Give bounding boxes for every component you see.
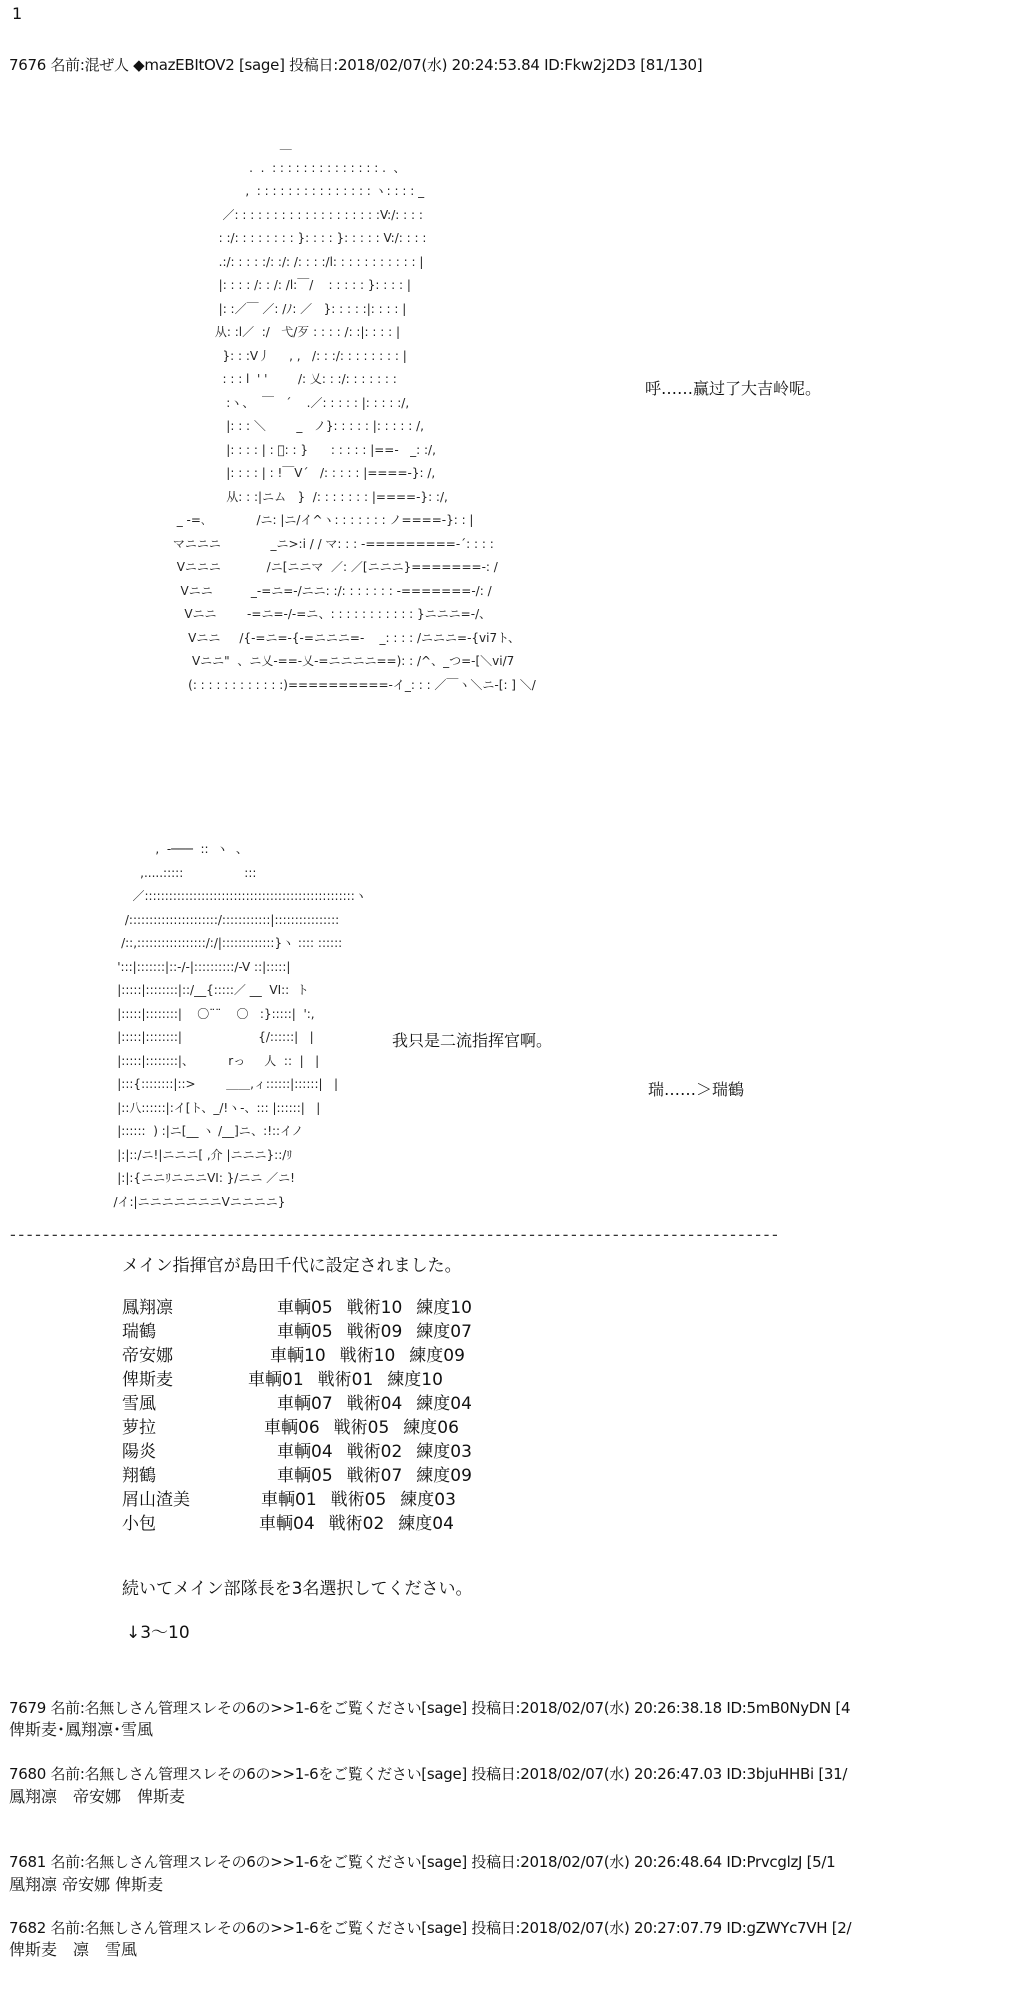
ascii-art-line: ,.....::::: ::: [102,865,257,880]
post-header: 7676 名前:混ぜ人 ◆mazEBItOV2 [sage] 投稿日:2018/02/07(水) 20:24:53.84 ID:Fkw2j2D3 [81/130] [9,56,703,74]
ascii-art-line: .:/: : : : :/: :/: /: : : :/l: : : : : : : : : : : | [150,254,424,269]
dashed-separator: -------------------------------------------------------------------------------------------- [10,1225,781,1244]
roster-tactics: 戦術02 [346,1442,403,1462]
post-header: 7679 名前:名無しさん管理スレその6の>>1-6をご覧ください[sage] 投稿日:2018/02/07(水) 20:26:38.18 ID:5mB0NyDN [4 [9,1699,851,1717]
post-header: 7680 名前:名無しさん管理スレその6の>>1-6をご覧ください[sage] 投稿日:2018/02/07(水) 20:26:47.03 ID:3bjuHHBi [31/ [9,1765,848,1783]
roster-training: 練度03 [400,1490,456,1510]
roster-row [122,1416,472,1440]
roster-tactics: 戦術07 [346,1466,403,1486]
post-header: 7681 名前:名無しさん管理スレその6の>>1-6をご覧ください[sage] 投稿日:2018/02/07(水) 20:26:48.64 ID:PrvcglzJ [5/1 [9,1853,836,1871]
roster-vehicle: 車輌04 [259,1514,315,1534]
roster-name: 帝安娜 [122,1346,173,1366]
ascii-art-line: /::,:::::::::::::::::/:/|:::::::::::::}ヽ :::: :::::: [102,936,343,950]
anchor-range: ↓3～10 [126,1623,190,1643]
roster-training: 練度06 [403,1418,459,1438]
roster-vehicle: 車輌01 [261,1490,317,1510]
ascii-art-line: |:::::|::::::::|::/__{:::::／ __ VI:: ト [102,983,309,997]
ascii-art-line: . . : : : : : : : : : : : : : : . 、 [150,160,406,175]
ascii-art-line: Vニニ -=ニ=-/-=ニ、: : : : : : : : : : : }ニニニ=-/、 [150,607,492,621]
post-body: 凰翔凛 帝安娜 俾斯麦 [9,1875,164,1894]
ascii-art-line: /イ:|ニニニニニニニVニニニニ} [102,1194,286,1209]
ascii-art-line: |::八::::::|:イ[ト、_/!ヽ-、::: |::::::| | [102,1100,321,1115]
ascii-art-line: 从: :l／ :/ 弋/歹 : : : : /: :|: : : : | [150,325,400,339]
ascii-art-line: |:::{::::::::|::> ＿＿,ィ::::::|::::::| | [102,1077,339,1091]
roster-name: 瑞鶴 [122,1322,156,1342]
ascii-art-line: ／::::::::::::::::::::::::::::::::::::::::::::::::::::ヽ [102,889,367,903]
ascii-art-line: ＿ [150,137,292,151]
roster-name: 萝拉 [122,1418,156,1438]
roster-tactics: 戦術10 [339,1346,396,1366]
roster-vehicle: 車輌05 [277,1322,333,1342]
roster-vehicle: 車輌07 [277,1394,333,1414]
roster-row [122,1488,472,1512]
ascii-art-line: : : : l ' ' /: 乂: : :/: : : : : : : [150,372,397,386]
roster-row [122,1296,472,1320]
roster-training: 練度04 [398,1514,454,1534]
roster-row [122,1392,472,1416]
roster-vehicle: 車輌04 [277,1442,333,1462]
roster-tactics: 戦術05 [333,1418,390,1438]
roster-training: 練度09 [416,1466,472,1486]
dialogue-correction: 瑞……＞瑞鶴 [648,1080,745,1099]
ascii-art-line: |:::::|::::::::| {/::::::| | [102,1030,314,1044]
ascii-art-line: |: : : : /: : /: /l:￣/ : : : : : }: : : : | [150,278,411,292]
roster-vehicle: 車輌10 [270,1346,326,1366]
post-header: 7682 名前:名無しさん管理スレその6の>>1-6をご覧ください[sage] 投稿日:2018/02/07(水) 20:27:07.79 ID:gZWYc7VH [2/ [9,1919,852,1937]
ascii-art-line: : :/: : : : : : : : }: : : : }: : : : : V:/: : : : [150,231,427,245]
ascii-art-line: |:::::|::::::::| 〇¨¨ 〇 :}:::::| ':, [102,1006,315,1021]
roster-row [122,1344,472,1368]
ascii-art-line: ':::|:::::::|::-/-|::::::::::/-V ::|:::::| [102,959,291,974]
roster-row [122,1512,472,1536]
ascii-art-line: |: : : : | : !￣V´ /: : : : : |====-}: /, [150,466,436,480]
ascii-art-line: |:::::: ) :|ニ[__ ヽ /__]ニ、:!::イノ [102,1124,304,1138]
post-body: 鳳翔凛 帝安娜 俾斯麦 [9,1787,186,1806]
ascii-art-line: Vニニ _-=ニ=-/ニニ: :/: : : : : : : -=======-/: / [150,583,492,598]
roster-training: 練度09 [409,1346,465,1366]
roster-name: 雪風 [122,1394,156,1414]
roster-tactics: 戦術05 [330,1490,387,1510]
roster-tactics: 戦術01 [317,1370,374,1390]
roster-tactics: 戦術04 [346,1394,403,1414]
roster-row [122,1320,472,1344]
ascii-art-line: (: : : : : : : : : : : :)==========-イ_: : : ／￣ヽ＼ニ-[: ] ＼/ [150,677,536,692]
roster-tactics: 戦術09 [346,1322,403,1342]
ascii-art-line: マニニニ _ニ>:i / / マ: : : -=========-´: : : : [150,536,494,551]
roster-vehicle: 車輌01 [248,1370,304,1390]
roster-training: 練度07 [416,1322,472,1342]
ascii-art-line: _ -=､ /ニ: |ニ/イ^ヽ: : : : : : : ノ====-}: : | [150,513,474,527]
roster-list [122,1296,472,1536]
roster-name: 陽炎 [122,1442,156,1462]
roster-vehicle: 車輌06 [264,1418,320,1438]
roster-row [122,1464,472,1488]
ascii-art-line: |:|::/ニ!|ニニニ[ ,介 |ニニニ}::/ﾘ [102,1147,293,1162]
roster-training: 練度03 [416,1442,472,1462]
dialogue-line: 呼……赢过了大吉岭呢。 [645,379,822,398]
ascii-art-line: |: :／￣ ／: /ﾉ: ／ }: : : : :|: : : : | [150,301,407,316]
ascii-art-line: |: : : ＼ _ ノ}: : : : : |: : : : : /, [150,419,424,433]
roster-name: 小包 [122,1514,156,1534]
roster-training: 練度04 [416,1394,472,1414]
ascii-art-line: , : : : : : : : : : : : : : : : ヽ: : : : _ [150,184,425,198]
instruction-text: 続いてメイン部隊長を3名選択してください。 [122,1579,473,1599]
post-body: 俾斯麦 凛 雪風 [9,1940,138,1959]
ascii-art-line: }: : :V丿 , , /: : :/: : : : : : : : | [150,348,407,363]
page-number: 1 [12,4,23,23]
ascii-art-line: :ヽ、 ￣ ´ .／: : : : : |: : : : :/, [150,395,410,410]
ascii-art-line: |:|:{ニニﾘニニニVI: }/ニニ ／ニ! [102,1171,295,1185]
system-message: メイン指揮官が島田千代に設定されました。 [122,1256,462,1276]
ascii-art-line: , ‐─── :: ヽ 、 [102,842,248,856]
ascii-art-character-2 [102,838,367,1214]
roster-row [122,1368,472,1392]
roster-tactics: 戦術02 [328,1514,385,1534]
ascii-art-character-1 [150,133,536,697]
roster-row [122,1440,472,1464]
ascii-art-line: |: : : : | : ﾞ: : } : : : : : |==- _: :/, [150,442,436,457]
roster-tactics: 戦術10 [346,1298,403,1318]
roster-name: 翔鶴 [122,1466,156,1486]
roster-name: 屑山渣美 [122,1490,190,1510]
roster-vehicle: 車輌05 [277,1298,333,1318]
roster-training: 練度10 [416,1298,472,1318]
post-body: 俾斯麦･鳳翔凛･雪風 [9,1720,154,1739]
ascii-art-line: Vニニ" 、ニ乂-==-乂-=ニニニニ==): : /^、_つ=-[＼vi/7 [150,654,515,668]
roster-training: 練度10 [387,1370,443,1390]
ascii-art-line: ／: : : : : : : : : : : : : : : : : : :V:/: : : : [150,207,423,222]
ascii-art-line: |:::::|::::::::|、 rっ 人 :: | | [102,1053,320,1068]
ascii-art-line: Vニニ /{-=ニ=-{-=ニニニ=- _: : : : /ニニニ=-{vi7ト、 [150,630,521,645]
ascii-art-line: /::::::::::::::::::::::/::::::::::::|:::::::::::::::: [102,912,340,927]
ascii-art-line: Vニニニ /ニ[ニニマ ／: ／[ニニニ}=======-: / [150,560,498,574]
ascii-art-line: 从: : :|ニム } /: : : : : : : |====-}: :/, [150,489,448,504]
dialogue-line: 我只是二流指挥官啊。 [392,1031,553,1050]
roster-vehicle: 車輌05 [277,1466,333,1486]
roster-name: 俾斯麦 [122,1370,173,1390]
roster-name: 鳳翔凛 [122,1298,173,1318]
